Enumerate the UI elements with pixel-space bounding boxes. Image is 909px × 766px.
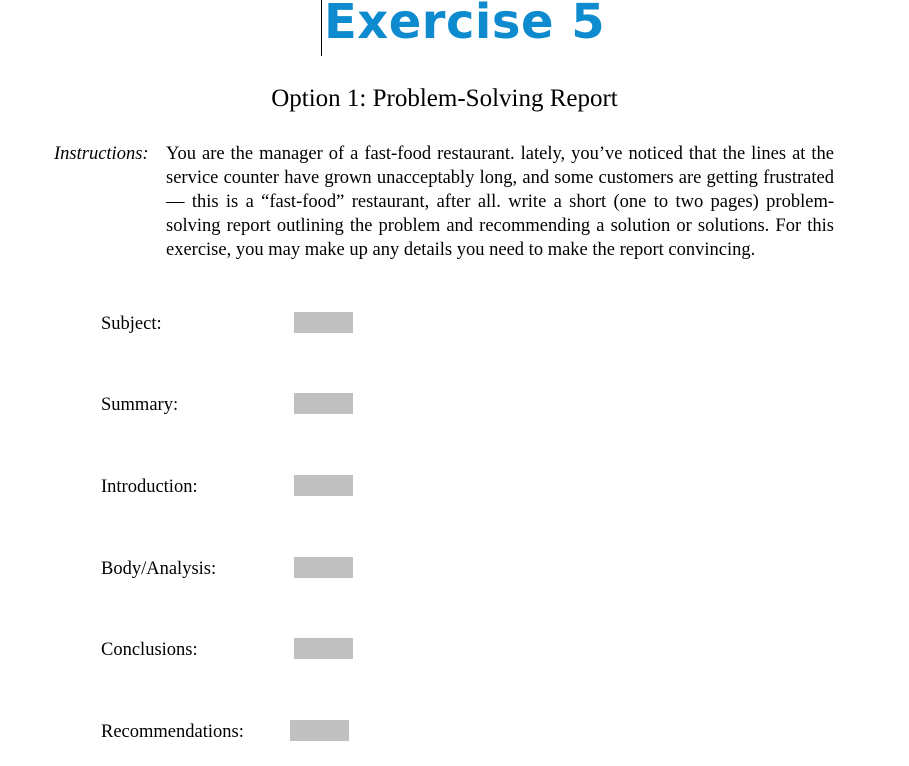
page-title: Exercise 5 <box>324 0 606 50</box>
field-label-conclusions: Conclusions: <box>101 640 198 660</box>
field-label-recommendations: Recommendations: <box>101 722 244 742</box>
conclusions-field[interactable] <box>294 638 353 659</box>
summary-field[interactable] <box>294 393 353 414</box>
recommendations-field[interactable] <box>290 720 349 741</box>
field-label-body-analysis: Body/Analysis: <box>101 559 217 579</box>
body-analysis-field[interactable] <box>294 557 353 578</box>
instructions-text: You are the manager of a fast-food restaurant. lately, you’ve noticed that the lines at the service counter have grown unacceptably long, and some customers are getting frustrated— this is a “fast-food” restaurant, after all. write a short (one to two pages) problem-solving report outlining the problem and recommending a solution or solutions. For this exercise, you may make up any details you need to make the report convincing. <box>166 144 834 260</box>
field-label-subject: Subject: <box>101 314 162 334</box>
instructions-label: Instructions: <box>54 144 149 164</box>
subject-field[interactable] <box>294 312 353 333</box>
field-label-summary: Summary: <box>101 395 179 415</box>
introduction-field[interactable] <box>294 475 353 496</box>
text-cursor <box>321 0 322 56</box>
subtitle: Option 1: Problem-Solving Report <box>271 85 618 112</box>
field-label-introduction: Introduction: <box>101 477 198 497</box>
